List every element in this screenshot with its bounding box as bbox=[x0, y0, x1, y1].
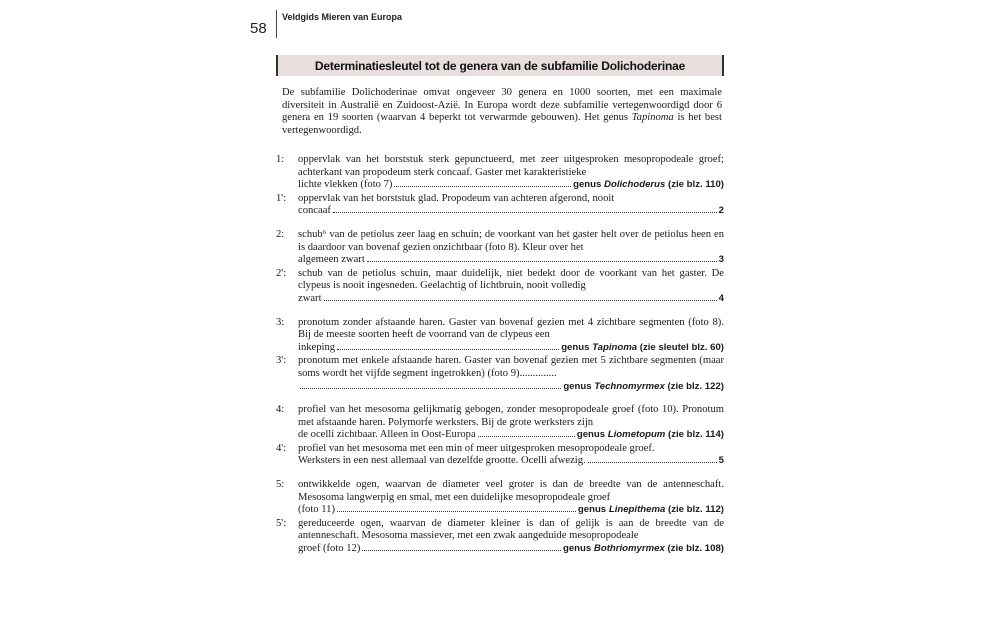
key-entry-target bbox=[578, 504, 724, 517]
dot-leader bbox=[588, 461, 717, 463]
key-entry-target bbox=[561, 342, 724, 355]
key-entry-lead-text: algemeen zwart bbox=[298, 254, 365, 266]
target-reference: (zie blz. 114) bbox=[668, 429, 724, 441]
key-entry-leader-line bbox=[298, 254, 724, 267]
key-entry-leader-line bbox=[298, 179, 724, 192]
target-reference: 2 bbox=[718, 205, 724, 217]
key-couplet bbox=[276, 479, 724, 556]
key-entry-target bbox=[563, 543, 724, 556]
dot-leader bbox=[337, 510, 576, 512]
key-entry bbox=[276, 518, 724, 556]
target-reference: (zie blz. 110) bbox=[668, 179, 724, 191]
key-entry-text: pronotum met enkele afstaande haren. Gaster van bovenaf gezien met 5 zichtbare segmenten (maar soms wordt het vijfde segment ingetrokken) (foto 9).............. bbox=[298, 355, 724, 379]
key-entry-body bbox=[298, 229, 724, 267]
key-entry-number: 3: bbox=[276, 316, 285, 328]
key-entry-text: oppervlak van het borststuk sterk gepunctueerd, met zeer uitgesproken mesopropodeale groef; achterkant van propodeum sterk concaaf. Gaster met karakteristieke bbox=[298, 154, 724, 178]
key-entry-text: schub⁶ van de petiolus zeer laag en schuin; de voorkant van het gaster helt over de petiolus heen en is daardoor van bovenaf gezien onzichtbaar (foto 8). Kleur over het bbox=[298, 228, 724, 253]
key-entry-text: gereduceerde ogen, waarvan de diameter kleiner is dan of gelijk is aan de breedte van de antenneschaft. Mesosoma massiever, met een zwak aangeduide mesopropodeale bbox=[298, 517, 724, 542]
running-title: Veldgids Mieren van Europa bbox=[282, 12, 403, 22]
key-entry-lead-text: zwart bbox=[298, 292, 322, 304]
section-title: Determinatiesleutel tot de genera van de subfamilie Dolichoderinae bbox=[276, 55, 724, 76]
key-entry-leader-line bbox=[298, 293, 724, 306]
key-entry-body bbox=[298, 193, 724, 218]
key-couplet bbox=[276, 404, 724, 468]
key-entry-leader-line bbox=[298, 429, 724, 442]
key-entry-leader-line bbox=[298, 342, 724, 355]
key-entry-lead-text: (foto 11) bbox=[298, 504, 335, 516]
key-entry bbox=[276, 404, 724, 442]
key-entry bbox=[276, 479, 724, 517]
key-entry-leader-line bbox=[298, 543, 724, 556]
key-entry-target bbox=[719, 293, 724, 306]
dot-leader bbox=[362, 549, 561, 551]
intro-paragraph bbox=[282, 87, 722, 137]
target-genus: Technomyrmex bbox=[594, 380, 665, 392]
key-entry-body bbox=[298, 404, 724, 442]
key-entry-lead-text: Werksters in een nest allemaal van dezelfde grootte. Ocelli afwezig. bbox=[298, 455, 586, 467]
target-genus: Dolichoderus bbox=[604, 179, 666, 191]
key-entry-lead-text: groef (foto 12) bbox=[298, 543, 361, 555]
key-entry-text: profiel van het mesosoma gelijkmatig gebogen, zonder mesopropodeale groef (foto 10). Pronotum met afstaande haren. Polymorfe werksters. Bij de grote werksters zijn bbox=[298, 404, 724, 428]
key-entry-body bbox=[298, 479, 724, 517]
key-entry-body bbox=[298, 443, 724, 468]
key-entry-target bbox=[719, 254, 724, 267]
key-entry bbox=[276, 154, 724, 192]
intro-genus-italic: Tapinoma bbox=[631, 112, 674, 124]
dot-leader bbox=[394, 185, 571, 187]
target-reference: 5 bbox=[718, 455, 724, 467]
target-reference: (zie blz. 108) bbox=[667, 543, 724, 555]
key-entry-leader-line bbox=[298, 504, 724, 517]
determination-key bbox=[276, 154, 724, 567]
target-reference: (zie blz. 122) bbox=[667, 380, 724, 392]
target-reference: 3 bbox=[718, 254, 724, 266]
target-reference: (zie sleutel blz. 60) bbox=[639, 341, 724, 353]
key-entry-lead-text: de ocelli zichtbaar. Alleen in Oost-Europa bbox=[298, 429, 476, 441]
key-entry-number: 2: bbox=[276, 228, 285, 240]
key-entry-leader-line bbox=[298, 205, 724, 218]
key-entry-body bbox=[298, 268, 724, 306]
dot-leader bbox=[367, 260, 717, 262]
dot-leader bbox=[333, 211, 717, 213]
key-entry bbox=[276, 355, 724, 393]
target-prefix: genus bbox=[577, 504, 607, 516]
key-entry-number: 3': bbox=[276, 355, 287, 367]
key-entry-number: 1: bbox=[276, 154, 285, 165]
key-couplet bbox=[276, 317, 724, 394]
target-reference: 4 bbox=[718, 292, 724, 304]
key-entry-lead-text: lichte vlekken (foto 7) bbox=[298, 179, 393, 191]
dot-leader bbox=[478, 435, 575, 437]
key-entry-target bbox=[573, 179, 724, 192]
key-entry-number: 1': bbox=[276, 192, 287, 204]
page-number: 58 bbox=[250, 20, 267, 37]
target-prefix: genus bbox=[563, 380, 592, 392]
key-entry bbox=[276, 317, 724, 355]
dot-leader bbox=[300, 387, 561, 389]
intro-text-after: is het best vertegenwoordigd. bbox=[282, 112, 722, 136]
key-entry bbox=[276, 229, 724, 267]
dot-leader bbox=[324, 299, 717, 301]
target-reference: (zie blz. 112) bbox=[668, 504, 724, 516]
key-entry-leader-line bbox=[298, 381, 724, 394]
key-entry-lead-text: concaaf bbox=[298, 205, 331, 217]
target-genus: Linepithema bbox=[608, 504, 666, 516]
target-prefix: genus bbox=[561, 341, 590, 353]
key-entry-text: ontwikkelde ogen, waarvan de diameter veel groter is dan de breedte van de antenneschaft. Mesosoma langwerpig en smal, met een duidelijke mesopropodeale groef bbox=[298, 479, 724, 503]
target-prefix: genus bbox=[573, 179, 602, 191]
key-entry-lead-text: inkeping bbox=[298, 341, 336, 353]
key-entry-target bbox=[563, 381, 724, 394]
key-entry-target bbox=[719, 455, 724, 468]
key-entry-text: pronotum zonder afstaande haren. Gaster van bovenaf gezien met 4 zichtbare segmenten (foto 8). Bij de meeste soorten heeft de voorrand van de clypeus een bbox=[298, 316, 724, 341]
dot-leader bbox=[337, 348, 559, 350]
target-genus: Tapinoma bbox=[592, 341, 638, 353]
key-entry bbox=[276, 268, 724, 306]
intro-text-before: De subfamilie Dolichoderinae omvat ongeveer 30 genera en 1000 soorten, met een maximale diversiteit in Australië en Zuidoost-Azië. In Europa wordt deze subfamilie vertegenwoordigd door 6 genera en 19 soorten (waarvan 4 beperkt tot verwarmde gebouwen). Het genus bbox=[282, 87, 722, 124]
key-entry-text: profiel van het mesosoma met een min of meer uitgesproken mesopropodeale groef. bbox=[298, 442, 655, 454]
key-entry-target bbox=[719, 205, 724, 218]
key-entry-body bbox=[298, 317, 724, 355]
key-entry-number: 4': bbox=[276, 442, 287, 454]
key-entry-number: 2': bbox=[276, 267, 287, 279]
target-genus: Liometopum bbox=[607, 429, 666, 441]
key-entry-body bbox=[298, 518, 724, 556]
key-entry-leader-line bbox=[298, 455, 724, 468]
key-entry-number: 5: bbox=[276, 479, 285, 491]
key-entry-text: schub van de petiolus schuin, maar duidelijk, niet bedekt door de voorkant van het gaster. De clypeus is nooit ingesneden. Geelachtig of lichtbruin, nooit volledig bbox=[298, 267, 724, 292]
target-prefix: genus bbox=[576, 429, 606, 441]
key-entry bbox=[276, 443, 724, 468]
key-couplet bbox=[276, 229, 724, 306]
key-entry-number: 4: bbox=[276, 404, 285, 416]
key-entry bbox=[276, 193, 724, 218]
key-entry-text: oppervlak van het borststuk glad. Propodeum van achteren afgerond, nooit bbox=[298, 192, 615, 204]
key-entry-body bbox=[298, 355, 724, 393]
target-genus: Bothriomyrmex bbox=[593, 543, 665, 555]
key-couplet bbox=[276, 154, 724, 218]
key-entry-number: 5': bbox=[276, 517, 287, 529]
key-entry-body bbox=[298, 154, 724, 192]
header-divider bbox=[276, 10, 277, 38]
target-prefix: genus bbox=[562, 543, 592, 555]
key-entry-target bbox=[577, 429, 724, 442]
